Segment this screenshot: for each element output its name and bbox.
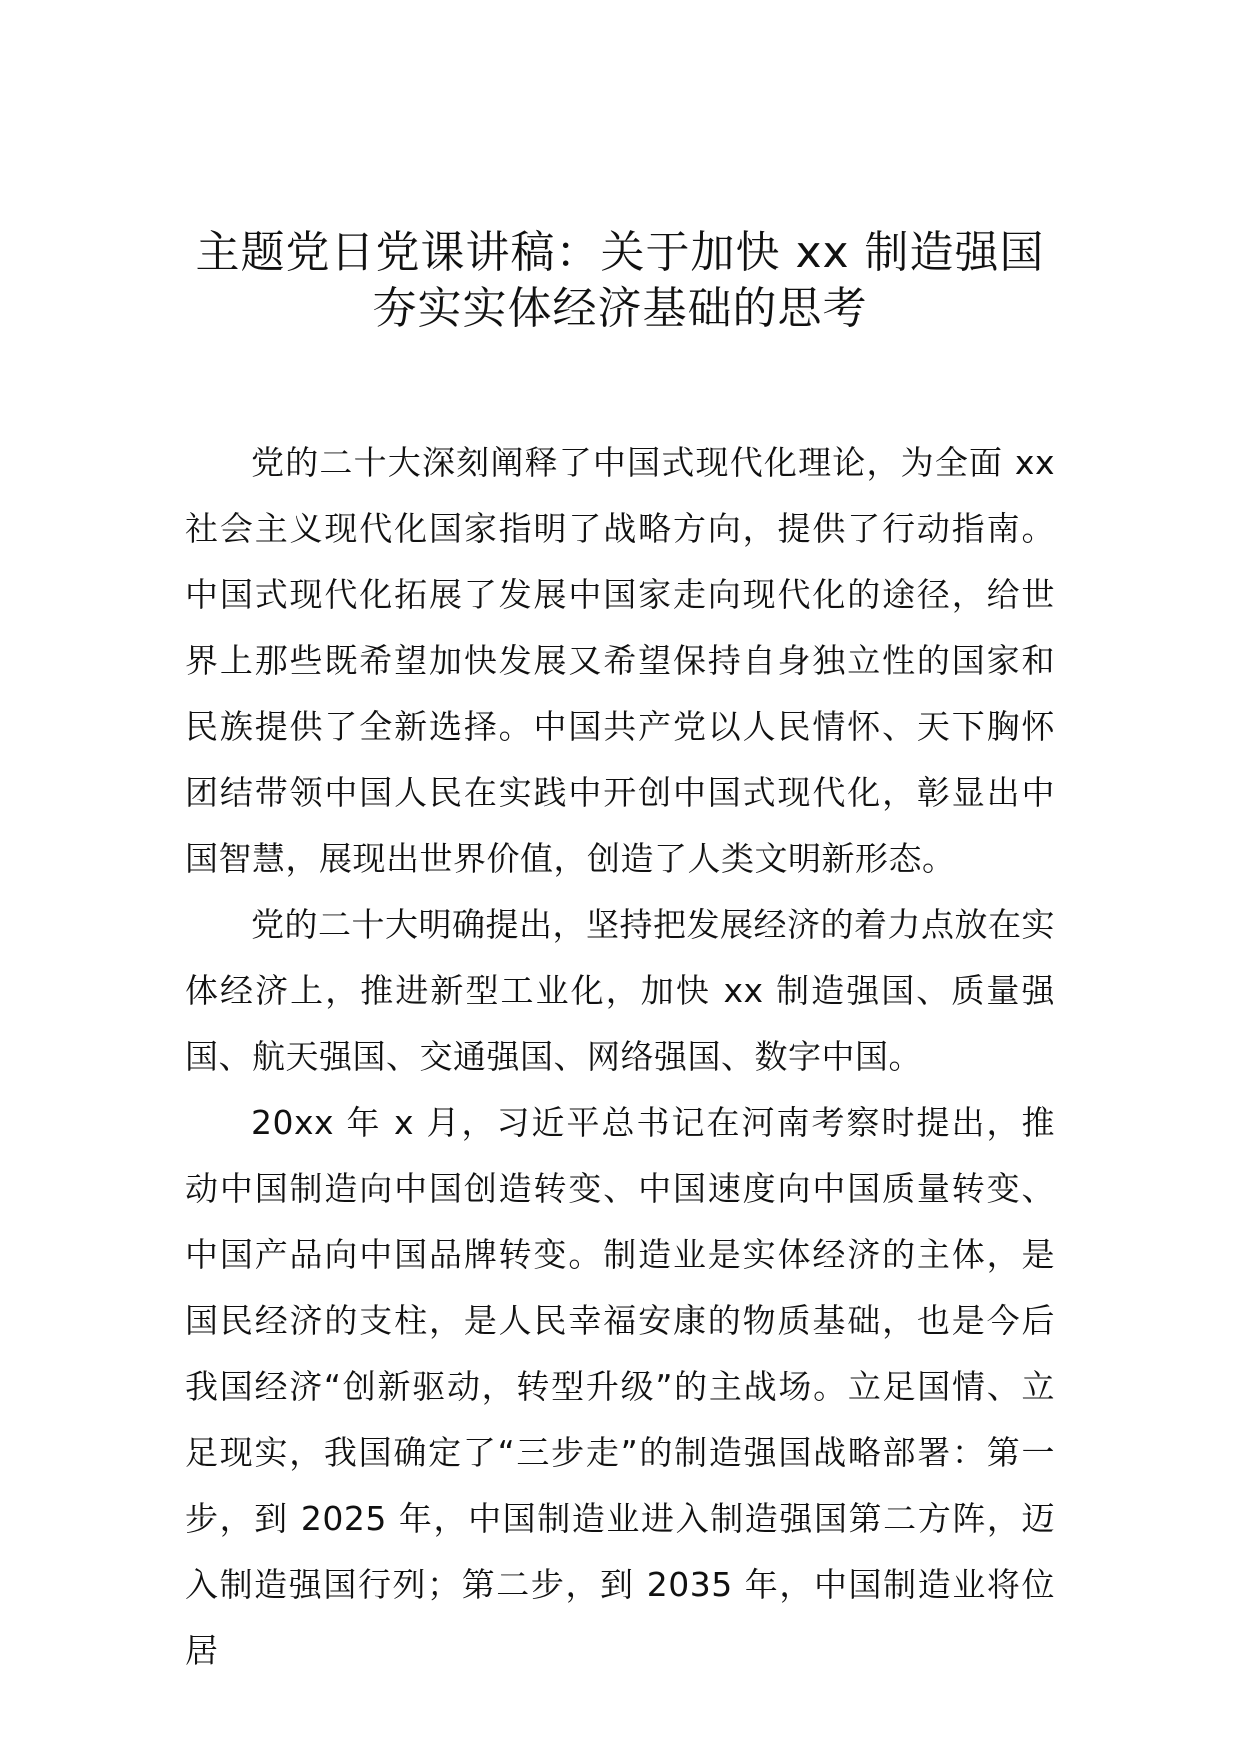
document-title bbox=[170, 225, 1070, 337]
document-body bbox=[185, 430, 1055, 1684]
paragraph-3: 20xx 年 x 月，习近平总书记在河南考察时提出，推动中国制造向中国创造转变、中国速度向中国质量转变、中国产品向中国品牌转变。制造业是实体经济的主体，是国民经济的支柱，是人民幸福安康的物质基础，也是今后我国经济“创新驱动，转型升级”的主战场。立足国情、立足现实，我国确定了“三步走”的制造强国战略部署：第一步，到 2025 年，中国制造业进入制造强国第二方阵，迈入制造强国行列；第二步，到 2035 年，中国制造业将位居 bbox=[185, 1103, 1055, 1670]
paragraph-1: 党的二十大深刻阐释了中国式现代化理论，为全面 xx 社会主义现代化国家指明了战略方向，提供了行动指南。中国式现代化拓展了发展中国家走向现代化的途径，给世界上那些既希望加快发展又希望保持自身独立性的国家和民族提供了全新选择。中国共产党以人民情怀、天下胸怀团结带领中国人民在实践中开创中国式现代化，彰显出中国智慧，展现出世界价值，创造了人类文明新形态。 bbox=[185, 443, 1055, 878]
title-line-1: 主题党日党课讲稿：关于加快 xx 制造强国 bbox=[195, 227, 1045, 278]
paragraph-2: 党的二十大明确提出，坚持把发展经济的着力点放在实体经济上，推进新型工业化，加快 xx 制造强国、质量强国、航天强国、交通强国、网络强国、数字中国。 bbox=[185, 905, 1055, 1076]
title-line-2: 夯实实体经济基础的思考 bbox=[372, 283, 868, 334]
